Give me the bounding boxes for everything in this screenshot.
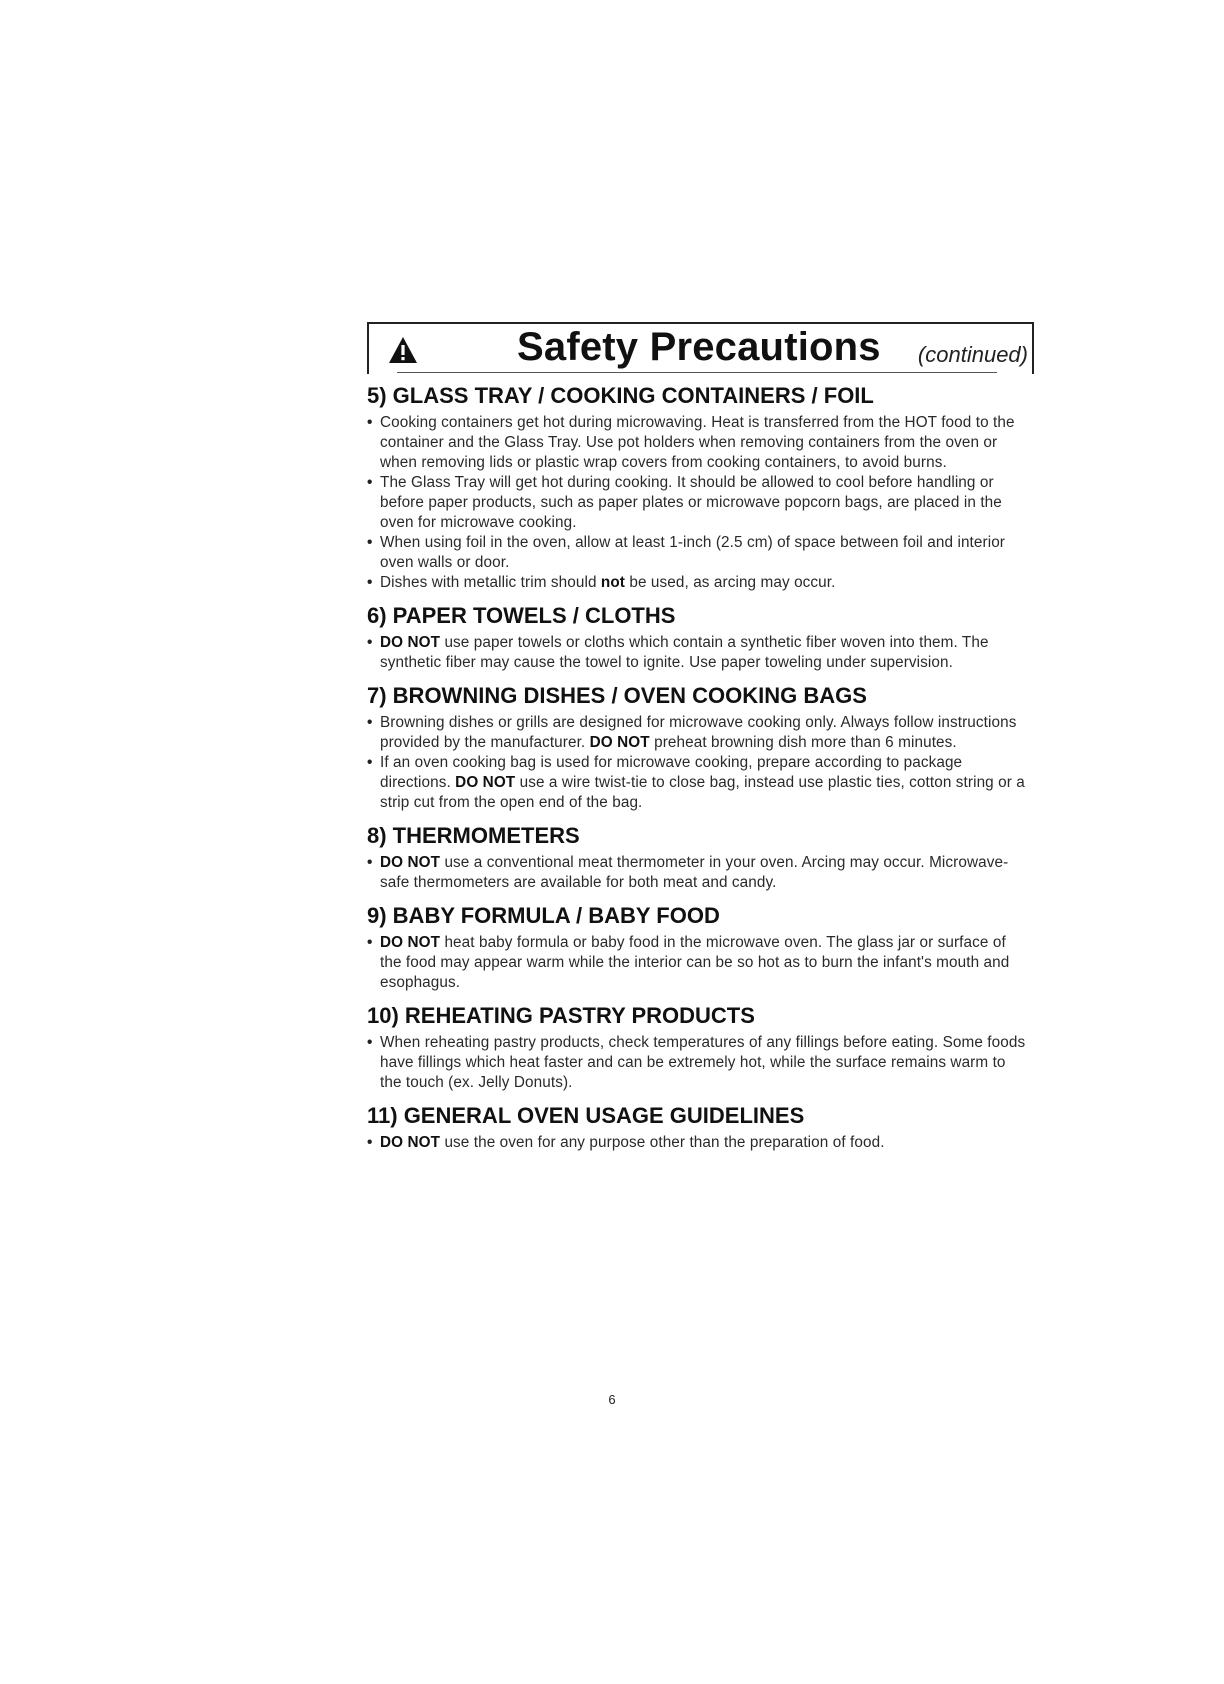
emphasis-text: DO NOT (589, 734, 650, 751)
section-heading: 5) GLASS TRAY / COOKING CONTAINERS / FOIL (367, 383, 874, 408)
page-number: 6 (608, 1392, 616, 1407)
bullet-item (367, 853, 1029, 893)
section-heading: 9) BABY FORMULA / BABY FOOD (367, 903, 720, 928)
bullet-list (367, 853, 1029, 893)
bullet-icon: • (367, 714, 373, 731)
bullet-item (367, 413, 1029, 473)
body-text: preheat browning dish more than 6 minutes. (649, 734, 957, 751)
bullet-list (367, 633, 1029, 673)
continued-label: (continued) (917, 342, 1028, 367)
bullet-item (367, 533, 1029, 573)
warning-triangle-icon (388, 336, 418, 364)
body-text: use paper towels or cloths which contain a synthetic fiber woven into them. The synthetic fiber may cause the towel to ignite. Use paper toweling under supervision. (380, 634, 989, 671)
body-text: If an oven cooking bag is used for microwave cooking, prepare according to package directions. (380, 754, 963, 791)
bullet-icon: • (367, 934, 373, 951)
bullet-item (367, 933, 1029, 993)
emphasis-text: DO NOT (380, 854, 441, 871)
precaution-section (367, 382, 1029, 593)
section-header (367, 322, 1034, 374)
page-title: Safety Precautions (517, 325, 881, 369)
emphasis-text: not (600, 574, 626, 591)
body-text: When using foil in the oven, allow at least 1-inch (2.5 cm) of space between foil and interior oven walls or door. (380, 534, 1006, 571)
bullet-icon: • (367, 854, 373, 871)
bullet-list (367, 933, 1029, 993)
body-text: use a wire twist-tie to close bag, instead use plastic ties, cotton string or a strip cut from the open end of the bag. (380, 774, 1025, 811)
body-text: Browning dishes or grills are designed for microwave cooking only. Always follow instructions provided by the manufacturer. (380, 714, 1017, 751)
emphasis-text: DO NOT (455, 774, 516, 791)
bullet-item (367, 753, 1029, 813)
section-heading: 7) BROWNING DISHES / OVEN COOKING BAGS (367, 683, 867, 708)
bullet-item (367, 713, 1029, 753)
emphasis-text: DO NOT (380, 1134, 441, 1151)
bullet-icon: • (367, 754, 373, 771)
body-text: The Glass Tray will get hot during cooking. It should be allowed to cool before handling or before paper products, such as paper plates or microwave popcorn bags, are placed in the oven for microwave cooking. (380, 474, 1002, 531)
body-text: Dishes with metallic trim should (380, 574, 601, 591)
body-text: When reheating pastry products, check temperatures of any fillings before eating. Some foods have fillings which heat faster and can be extremely hot, while the surface remains warm to the touch (ex. Jelly Donuts). (380, 1034, 1026, 1091)
body-text: heat baby formula or baby food in the microwave oven. The glass jar or surface of the food may appear warm while the interior can be so hot as to burn the infant's mouth and esophagus. (380, 934, 1010, 991)
header-left-bar (367, 322, 369, 374)
bullet-icon: • (367, 474, 373, 491)
bullet-list (367, 413, 1029, 593)
bullet-list (367, 1033, 1029, 1093)
bullet-item (367, 1033, 1029, 1093)
precaution-section (367, 602, 1029, 673)
body-text: be used, as arcing may occur. (625, 574, 836, 591)
bullet-icon: • (367, 1134, 373, 1151)
bullet-icon: • (367, 634, 373, 651)
bullet-icon: • (367, 414, 373, 431)
section-heading: 8) THERMOMETERS (367, 823, 580, 848)
bullet-icon: • (367, 1034, 373, 1051)
bullet-item (367, 473, 1029, 533)
precautions-list (367, 382, 1029, 1162)
bullet-item (367, 633, 1029, 673)
bullet-item (367, 573, 1029, 593)
header-right-bar (1032, 322, 1034, 374)
emphasis-text: DO NOT (380, 934, 441, 951)
bullet-list (367, 1133, 1029, 1153)
bullet-icon: • (367, 574, 373, 591)
precaution-section (367, 1102, 1029, 1153)
precaution-section (367, 682, 1029, 813)
body-text: use a conventional meat thermometer in your oven. Arcing may occur. Microwave-safe thermometers are available for both meat and candy. (380, 854, 1009, 891)
section-heading: 6) PAPER TOWELS / CLOTHS (367, 603, 676, 628)
header-top-rule (367, 322, 1034, 324)
precaution-section (367, 902, 1029, 993)
precaution-section (367, 1002, 1029, 1093)
bullet-list (367, 713, 1029, 813)
emphasis-text: DO NOT (380, 634, 441, 651)
body-text: use the oven for any purpose other than the preparation of food. (440, 1134, 885, 1151)
precaution-section (367, 822, 1029, 893)
header-bottom-rule (397, 372, 997, 373)
section-heading: 11) GENERAL OVEN USAGE GUIDELINES (367, 1103, 805, 1128)
bullet-item (367, 1133, 1029, 1153)
section-heading: 10) REHEATING PASTRY PRODUCTS (367, 1003, 755, 1028)
body-text: Cooking containers get hot during microwaving. Heat is transferred from the HOT food to the container and the Glass Tray. Use pot holders when removing containers from the oven or when removing lids or plastic wrap covers from cooking containers, to avoid burns. (380, 414, 1015, 471)
bullet-icon: • (367, 534, 373, 551)
